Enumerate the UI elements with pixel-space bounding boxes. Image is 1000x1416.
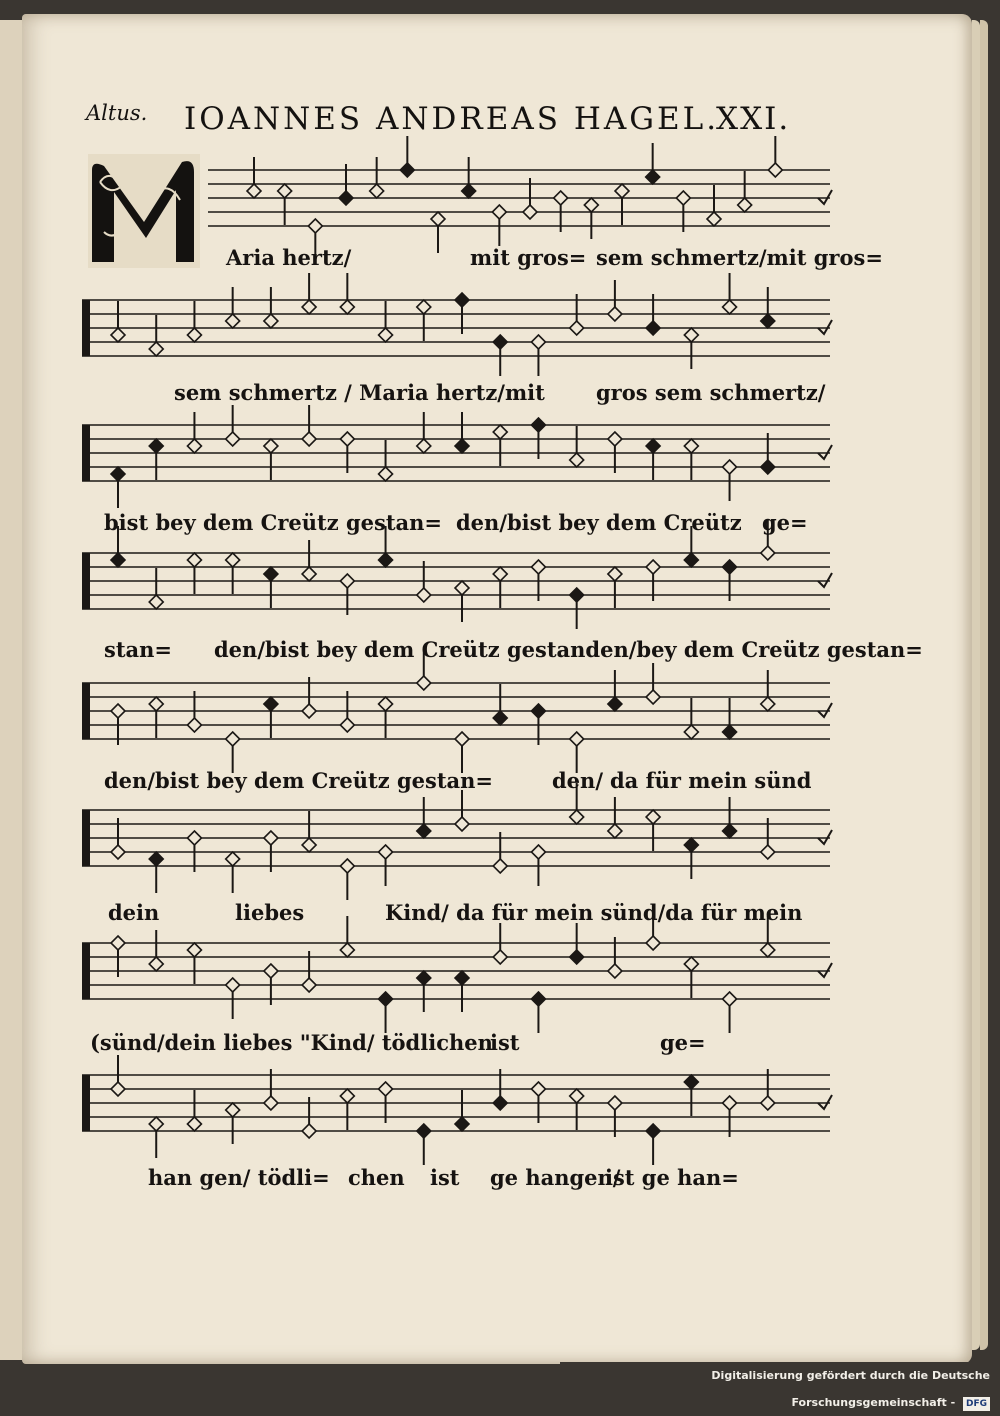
- clef-mark: [82, 1075, 90, 1131]
- note: [247, 157, 261, 198]
- note: [761, 670, 775, 711]
- lyric-syllable: han gen/ tödli=: [148, 1165, 330, 1190]
- dfg-logo: DFG: [963, 1397, 990, 1411]
- note: [370, 157, 384, 198]
- note: [149, 439, 163, 480]
- footer-text: Digitalisierung gefördert durch die Deutsche Forschungsgemeinschaft -: [711, 1369, 990, 1409]
- note: [761, 287, 775, 328]
- lyric-syllable: chen: [348, 1165, 405, 1190]
- note: [264, 697, 278, 738]
- note: [417, 1124, 431, 1165]
- lyric-syllable: ge=: [762, 510, 808, 535]
- custos-mark: [818, 703, 832, 717]
- note: [493, 567, 507, 608]
- note: [379, 992, 393, 1033]
- note: [111, 467, 125, 508]
- lyric-syllable: gros sem schmertz/: [596, 380, 826, 405]
- note: [723, 273, 737, 314]
- lyric-syllable: dein: [108, 900, 160, 925]
- note: [187, 943, 201, 984]
- note: [455, 1090, 469, 1131]
- note: [149, 697, 163, 738]
- clef-mark: [82, 943, 90, 999]
- clef-mark: [82, 300, 90, 356]
- lyric-syllable: bist bey dem Creütz gestan=: [104, 510, 443, 535]
- note: [608, 670, 622, 711]
- lyric-syllable: ist: [490, 1030, 520, 1055]
- note: [302, 273, 316, 314]
- note: [570, 732, 584, 773]
- note: [646, 439, 660, 480]
- note: [493, 684, 507, 725]
- lyric-syllable: da für mein sünd: [610, 768, 812, 793]
- note: [379, 440, 393, 481]
- custos-mark: [818, 1095, 832, 1109]
- note: [417, 300, 431, 341]
- note: [379, 301, 393, 342]
- composer-heading: IOANNES ANDREAS HAGEL.: [184, 101, 720, 137]
- lyric-syllable: mit gros=: [470, 245, 587, 270]
- note: [149, 930, 163, 971]
- note: [302, 811, 316, 852]
- note: [608, 567, 622, 608]
- note: [570, 1089, 584, 1130]
- lyric-syllable: Aria hertz/: [226, 245, 352, 270]
- note: [684, 439, 698, 480]
- note: [684, 698, 698, 739]
- note: [149, 852, 163, 893]
- lyric-syllable: (sünd/dein liebes "Kind/ tödlichen: [90, 1030, 493, 1055]
- footer-credit: [560, 1362, 1000, 1409]
- clef-mark: [82, 425, 90, 481]
- note: [723, 992, 737, 1033]
- lyric-syllable: den/bist bey dem Creütz gestan=: [104, 768, 493, 793]
- note: [455, 971, 469, 1012]
- custos-mark: [818, 320, 832, 334]
- note: [723, 797, 737, 838]
- note: [684, 328, 698, 369]
- note: [187, 301, 201, 342]
- note: [417, 797, 431, 838]
- note: [149, 315, 163, 356]
- note: [646, 1124, 660, 1165]
- note: [187, 553, 201, 594]
- note: [455, 732, 469, 773]
- note: [684, 1075, 698, 1116]
- custos-mark: [818, 573, 832, 587]
- note: [493, 425, 507, 466]
- note: [531, 992, 545, 1033]
- custos-mark: [818, 830, 832, 844]
- lyric-syllable: Kind/ da für mein sünd/da für mein: [385, 900, 803, 925]
- lyric-syllable: ge=: [660, 1030, 706, 1055]
- note: [187, 1090, 201, 1131]
- note: [278, 184, 292, 225]
- folio-number: XXI.: [716, 101, 791, 137]
- note: [187, 412, 201, 453]
- note: [111, 301, 125, 342]
- lyric-syllable: liebes: [235, 900, 305, 925]
- note: [264, 567, 278, 608]
- note: [149, 1117, 163, 1158]
- note: [707, 185, 721, 226]
- lyric-syllable: den/: [552, 768, 603, 793]
- note: [684, 957, 698, 998]
- note: [684, 838, 698, 879]
- note: [149, 568, 163, 609]
- note: [431, 212, 445, 253]
- lyric-syllable: ist: [430, 1165, 460, 1190]
- note: [608, 797, 622, 838]
- note: [455, 412, 469, 453]
- note: [584, 198, 598, 239]
- custos-mark: [818, 963, 832, 977]
- note: [264, 287, 278, 328]
- clef-mark: [82, 810, 90, 866]
- note: [738, 171, 752, 212]
- note: [264, 439, 278, 480]
- note: [226, 553, 240, 594]
- voice-label: Altus.: [86, 101, 148, 125]
- lyric-syllable: ist ge han=: [605, 1165, 739, 1190]
- lyric-syllable: den/bist bey dem Creütz: [456, 510, 742, 535]
- note: [340, 273, 354, 314]
- note: [226, 732, 240, 773]
- note: [417, 412, 431, 453]
- note: [768, 136, 782, 177]
- note: [226, 852, 240, 893]
- note: [462, 157, 476, 198]
- note: [570, 426, 584, 467]
- lyric-syllable: den/bist bey dem Creütz gestanden/bey dem Creütz gestan=: [214, 637, 923, 662]
- note: [615, 184, 629, 225]
- note: [226, 287, 240, 328]
- note: [417, 971, 431, 1012]
- note: [340, 859, 354, 900]
- note: [455, 581, 469, 622]
- note: [379, 697, 393, 738]
- lyric-syllable: stan=: [104, 637, 172, 662]
- custos-mark: [818, 445, 832, 459]
- note: [340, 916, 354, 957]
- note: [302, 540, 316, 581]
- lyric-syllable: sem schmertz/mit gros=: [596, 245, 883, 270]
- lyric-syllable: sem schmertz / Maria hertz/mit: [174, 380, 545, 405]
- note: [646, 143, 660, 184]
- note: [400, 136, 414, 177]
- note: [226, 1103, 240, 1144]
- custos-mark: [818, 190, 832, 204]
- note: [646, 810, 660, 851]
- note: [723, 698, 737, 739]
- clef-mark: [82, 683, 90, 739]
- lyric-syllable: ge hangen/: [490, 1165, 621, 1190]
- note: [340, 1089, 354, 1130]
- clef-mark: [82, 553, 90, 609]
